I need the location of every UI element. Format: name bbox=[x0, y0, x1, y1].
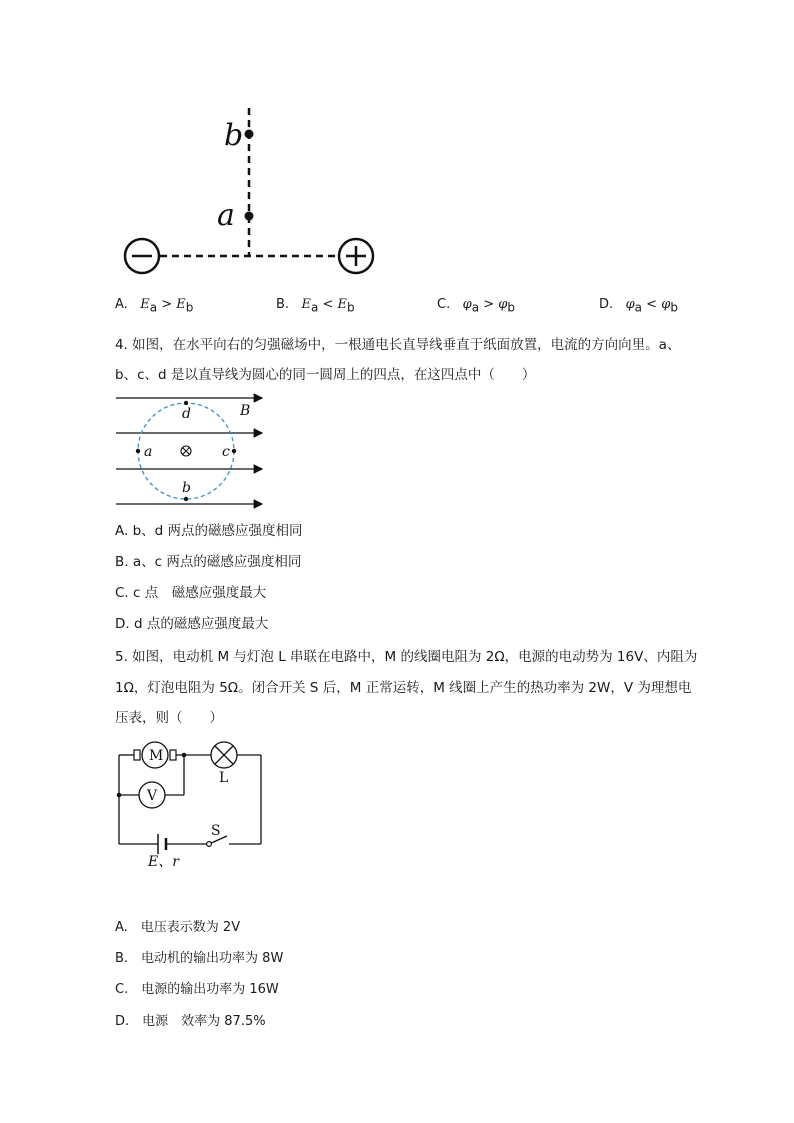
q4-magnetic-field-figure bbox=[112, 390, 272, 515]
point-b bbox=[245, 130, 254, 139]
battery-icon bbox=[158, 834, 166, 854]
q5-option-a[interactable]: A. 电压表示数为 2V bbox=[115, 920, 241, 935]
q5-stem-line-1: 5. 如图，电动机 M 与灯泡 L 串联在电路中，M 的线圈电阻为 2Ω，电源的电动势为 16V、内阻为 bbox=[115, 649, 698, 665]
q3-option-a[interactable]: A. $E_a > E_b$ bbox=[115, 297, 194, 315]
voltmeter-icon bbox=[139, 782, 165, 808]
point-c bbox=[232, 449, 236, 453]
q3-option-c[interactable]: C. $\varphi_a > \varphi_b$ bbox=[437, 297, 516, 315]
lamp-icon bbox=[211, 742, 237, 768]
point-a bbox=[245, 212, 254, 221]
q4-option-a[interactable]: A. b、d 两点的磁感应强度相同 bbox=[115, 523, 303, 539]
switch-label: S bbox=[211, 823, 221, 839]
source-label: E、r bbox=[148, 854, 179, 870]
q4-option-c[interactable]: C. c 点 磁感应强度最大 bbox=[115, 585, 267, 601]
q5-stem-line-2: 1Ω，灯泡电阻为 5Ω。闭合开关 S 后，M 正常运转，M 线圈上产生的热功率为 2W，V 为理想电 bbox=[115, 680, 692, 696]
q5-option-b[interactable]: B. 电动机的输出功率为 8W bbox=[115, 951, 284, 966]
q4-stem-line-2: b、c、d 是以直导线为圆心的同一圆周上的四点，在这四点中（ ） bbox=[115, 367, 536, 383]
point-b bbox=[184, 497, 188, 501]
q5-stem-line-3: 压表，则（ ） bbox=[115, 710, 223, 726]
point-a bbox=[136, 449, 140, 453]
label-field-b: B bbox=[240, 403, 251, 419]
junction-left bbox=[117, 793, 122, 798]
label-a: a bbox=[144, 444, 153, 460]
svg-text:M: M bbox=[149, 748, 164, 764]
point-d bbox=[184, 401, 188, 405]
negative-charge bbox=[125, 239, 159, 273]
q5-option-c[interactable]: C. 电源的输出功率为 16W bbox=[115, 982, 279, 997]
wire-into-page-icon bbox=[181, 446, 191, 456]
q4-option-d[interactable]: D. d 点的磁感应强度最大 bbox=[115, 616, 269, 632]
positive-charge bbox=[339, 239, 373, 273]
motor-icon bbox=[134, 742, 176, 768]
svg-text:V: V bbox=[147, 788, 158, 804]
q4-option-b[interactable]: B. a、c 两点的磁感应强度相同 bbox=[115, 554, 302, 570]
q5-option-d[interactable]: D. 电源 效率为 87.5% bbox=[115, 1014, 266, 1029]
q3-option-b[interactable]: B. $E_a < E_b$ bbox=[276, 297, 355, 315]
switch-icon bbox=[207, 842, 212, 847]
label-b: b bbox=[224, 118, 244, 153]
label-c: c bbox=[222, 444, 230, 460]
label-b: b bbox=[182, 480, 191, 496]
lamp-label: L bbox=[219, 770, 229, 786]
label-d: d bbox=[182, 406, 191, 422]
q3-charge-figure bbox=[110, 100, 400, 285]
q3-option-d[interactable]: D. $\varphi_a < \varphi_b$ bbox=[599, 297, 678, 315]
q5-circuit-figure bbox=[112, 738, 272, 870]
junction-top bbox=[182, 753, 187, 758]
q4-stem-line-1: 4. 如图，在水平向右的匀强磁场中，一根通电长直导线垂直于纸面放置，电流的方向向里。a、 bbox=[115, 337, 681, 353]
label-a: a bbox=[217, 198, 235, 233]
